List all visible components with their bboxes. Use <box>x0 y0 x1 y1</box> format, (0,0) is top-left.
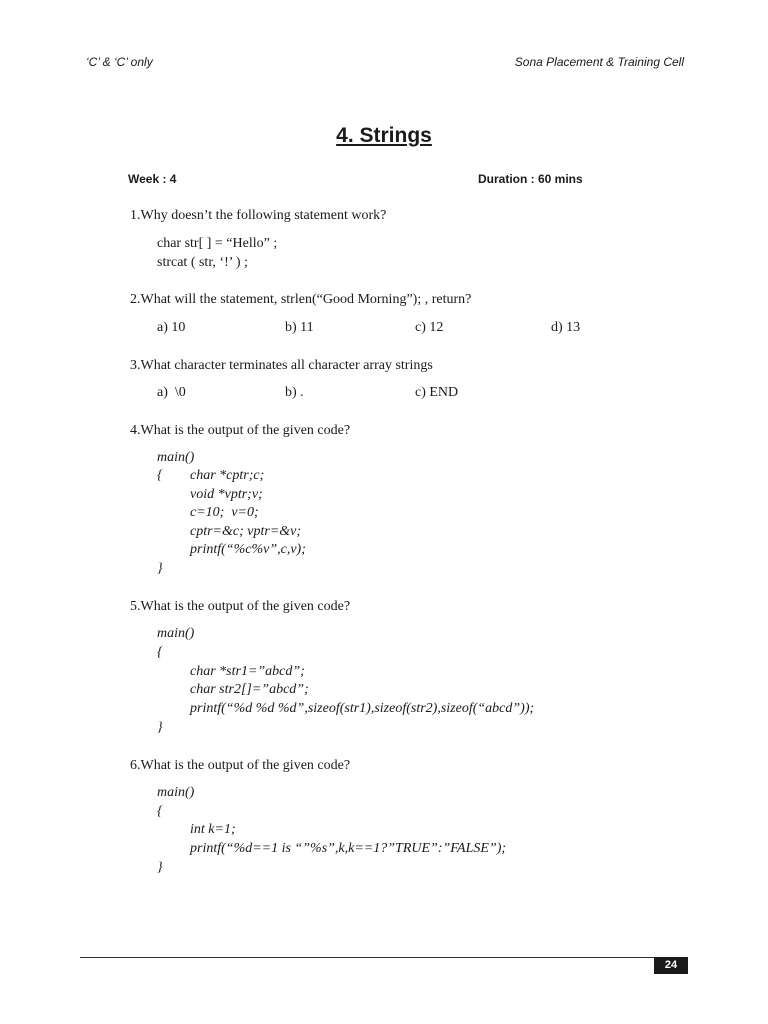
q2-option-c: c) 12 <box>415 320 444 335</box>
q4-code-line-4: cptr=&c; vptr=&v; <box>190 524 302 539</box>
duration-label: Duration : 60 mins <box>478 172 583 186</box>
footer-rule <box>80 957 688 958</box>
q6-code-line-2: printf(“%d==1 is “”%s”,k,k==1?”TRUE”:”FALSE”); <box>190 841 507 856</box>
q5-code-line-3: printf(“%d %d %d”,sizeof(str1),sizeof(str2),sizeof(“abcd”)); <box>190 701 535 716</box>
q2-option-b: b) 11 <box>285 320 314 335</box>
q4-code-line-3: c=10; v=0; <box>190 505 259 520</box>
q6-code-brace-close: } <box>157 860 163 875</box>
q3-option-c: c) END <box>415 385 459 400</box>
page-title: 4. Strings <box>336 124 432 147</box>
week-label: Week : 4 <box>128 172 177 186</box>
question-4: 4.What is the output of the given code? <box>130 423 351 438</box>
q6-code-brace-open: { <box>157 804 163 819</box>
q2-option-d: d) 13 <box>551 320 581 335</box>
q4-code-brace-open: { <box>157 468 163 483</box>
q1-line-2: strcat ( str, ‘!’ ) ; <box>157 255 248 270</box>
q4-code-line-1: char *cptr;c; <box>190 468 265 483</box>
q3-option-b: b) . <box>285 385 304 400</box>
q3-option-a: a) \0 <box>157 385 186 400</box>
q4-code-line-2: void *vptr;v; <box>190 487 263 502</box>
q4-code-main: main() <box>157 450 195 465</box>
question-6: 6.What is the output of the given code? <box>130 758 351 773</box>
question-3: 3.What character terminates all character array strings <box>130 358 433 373</box>
page-number-badge: 24 <box>654 957 688 974</box>
q6-code-line-1: int k=1; <box>190 822 236 837</box>
q4-code-line-5: printf(“%c%v”,c,v); <box>190 542 306 557</box>
q5-code-line-2: char str2[]=”abcd”; <box>190 682 309 697</box>
q4-code-brace-close: } <box>157 561 163 576</box>
question-2: 2.What will the statement, strlen(“Good Morning”); , return? <box>130 292 472 307</box>
q5-code-line-1: char *str1=”abcd”; <box>190 664 305 679</box>
q2-option-a: a) 10 <box>157 320 186 335</box>
question-1: 1.Why doesn’t the following statement work? <box>130 208 387 223</box>
header-left-text: ‘C’ & ‘C’ only <box>86 55 153 69</box>
question-5: 5.What is the output of the given code? <box>130 599 351 614</box>
q5-code-main: main() <box>157 626 195 641</box>
q5-code-brace-open: { <box>157 645 163 660</box>
header-right-text: Sona Placement & Training Cell <box>514 55 684 69</box>
q6-code-main: main() <box>157 785 195 800</box>
q5-code-brace-close: } <box>157 720 163 735</box>
q1-line-1: char str[ ] = “Hello” ; <box>157 236 278 251</box>
